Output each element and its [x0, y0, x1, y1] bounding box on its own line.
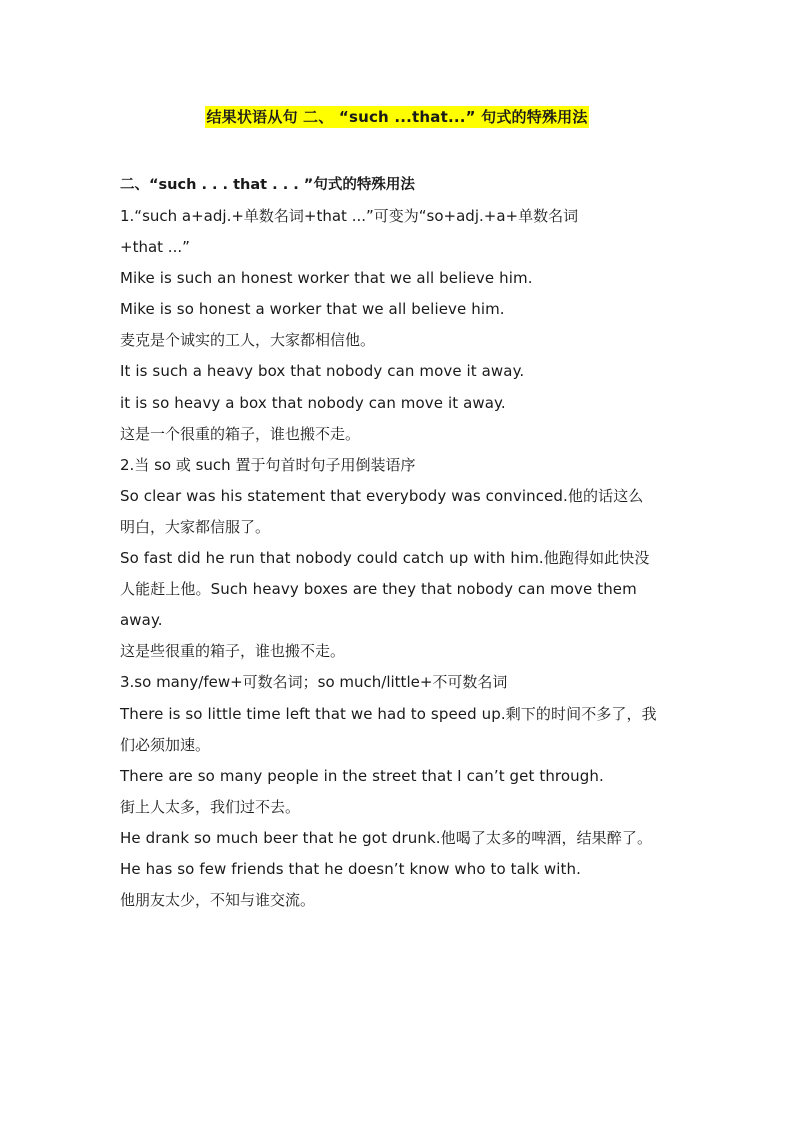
translation-line: 街上人太多，我们过不去。 — [120, 797, 301, 816]
example-sentence: He drank so much beer that he got drunk.他喝了太多的啤酒，结果醉了。 — [120, 828, 653, 847]
example-sentence: away. — [120, 611, 163, 630]
section-heading: 二、“such . . . that . . . ”句式的特殊用法 — [120, 177, 415, 193]
rule-heading: 2.当 so 或 such 置于句首时句子用倒装语序 — [120, 455, 416, 474]
translation-line: 这是些很重的箱子，谁也搬不走。 — [120, 642, 346, 661]
document-body — [120, 170, 682, 916]
translation-line: 麦克是个诚实的工人，大家都相信他。 — [120, 331, 376, 350]
example-sentence: Mike is such an honest worker that we all believe him. — [120, 269, 533, 288]
translation-line: 他朋友太少，不知与谁交流。 — [120, 891, 316, 910]
example-sentence: 人能赶上他。Such heavy boxes are they that nobody can move them — [120, 580, 637, 599]
example-sentence: There are so many people in the street that I can’t get through. — [120, 766, 604, 785]
translation-line: 们必须加速。 — [120, 735, 211, 754]
example-sentence: He has so few friends that he doesn’t know who to talk with. — [120, 859, 581, 878]
document-title: 结果状语从句 二、 “such ...that...” 句式的特殊用法 — [206, 108, 588, 126]
example-sentence: Mike is so honest a worker that we all believe him. — [120, 300, 505, 319]
example-sentence: it is so heavy a box that nobody can move it away. — [120, 393, 506, 412]
translation-line: 这是一个很重的箱子，谁也搬不走。 — [120, 424, 361, 443]
title-block — [0, 106, 794, 128]
example-sentence: There is so little time left that we had to speed up.剩下的时间不多了，我 — [120, 704, 657, 723]
rule-heading: 3.so many/few+可数名词；so much/little+不可数名词 — [120, 673, 508, 692]
example-sentence: It is such a heavy box that nobody can move it away. — [120, 362, 525, 381]
example-sentence: So fast did he run that nobody could catch up with him.他跑得如此快没 — [120, 549, 650, 568]
example-sentence: So clear was his statement that everybody was convinced.他的话这么 — [120, 486, 644, 505]
body-line: +that ...” — [120, 238, 190, 257]
body-line: 1.“such a+adj.+单数名词+that ...”可变为“so+adj.+a+单数名词 — [120, 207, 579, 225]
translation-line: 明白，大家都信服了。 — [120, 517, 271, 536]
